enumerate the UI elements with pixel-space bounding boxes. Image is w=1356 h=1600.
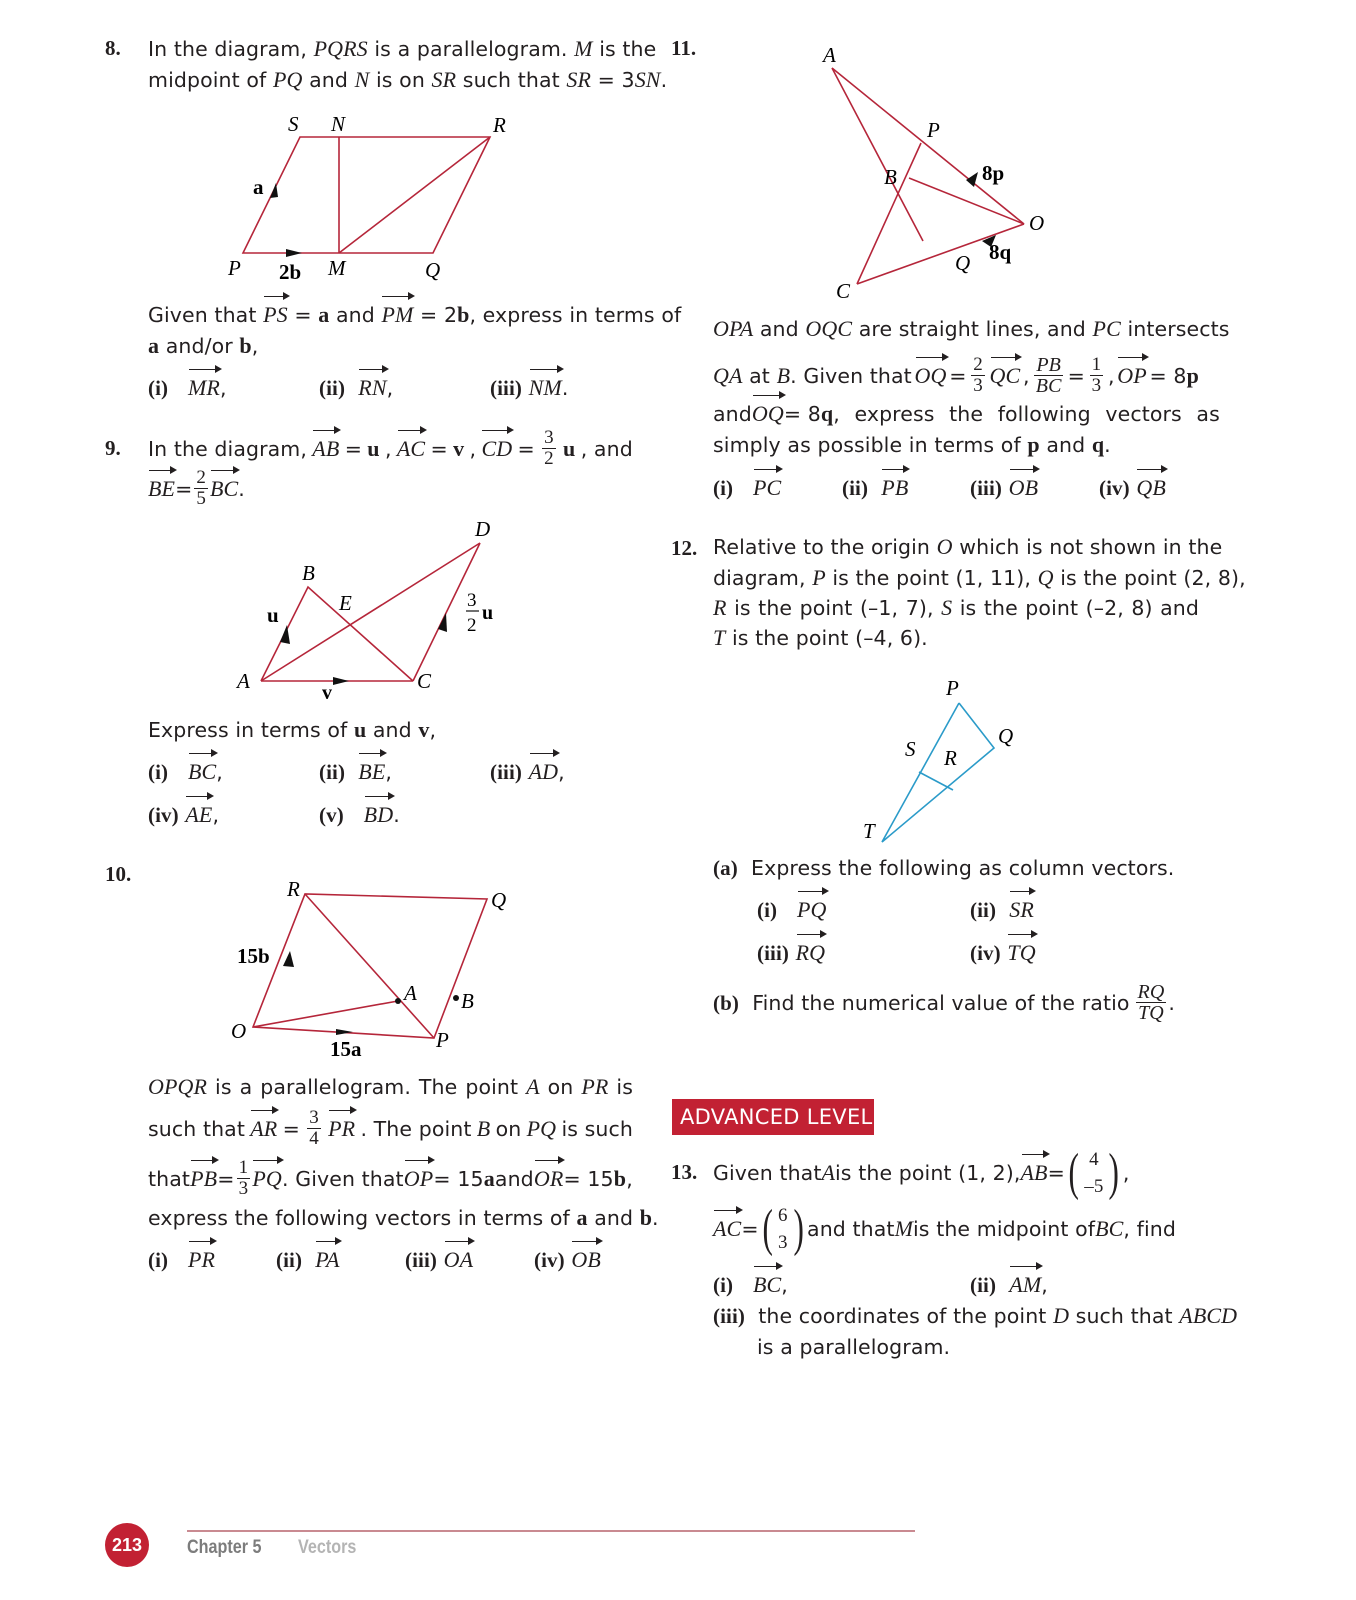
question-number: 13. bbox=[671, 1160, 698, 1184]
sub-question: (iii) the coordinates of the point D such that ABCD bbox=[713, 1303, 1238, 1328]
question-number: 10. bbox=[105, 862, 132, 886]
footer-divider bbox=[187, 1530, 915, 1532]
svg-text:Q: Q bbox=[491, 888, 507, 912]
svg-text:N: N bbox=[331, 112, 346, 136]
svg-text:D: D bbox=[475, 517, 491, 541]
question-given: Given that PS = a and PM = 2b, express in terms of bbox=[148, 300, 681, 330]
question-number: 11. bbox=[671, 36, 697, 60]
sub-question: (ii) BE, bbox=[319, 757, 392, 787]
question-text: Relative to the origin O which is not shown in the bbox=[713, 534, 1223, 559]
question-instruction: simply as possible in terms of p and q. bbox=[713, 432, 1111, 457]
arrow-icon bbox=[286, 249, 302, 257]
point-b-marker bbox=[453, 995, 459, 1001]
question-text: midpoint of PQ and N is on SR such that SR = 3SN. bbox=[148, 67, 668, 92]
chapter-label: Chapter 5 bbox=[187, 1537, 262, 1558]
sub-question: (ii) SR bbox=[970, 895, 1034, 925]
question-text: In the diagram, PQRS is a parallelogram. M is the bbox=[148, 36, 657, 61]
svg-text:15b: 15b bbox=[237, 944, 270, 968]
sub-question: (iii) NM. bbox=[490, 373, 568, 403]
question-number: 9. bbox=[105, 436, 121, 460]
svg-text:O: O bbox=[231, 1019, 247, 1043]
svg-text:P: P bbox=[436, 1028, 449, 1052]
sub-question: (iv) TQ bbox=[970, 938, 1036, 968]
question-text: OPA and OQC are straight lines, and PC intersects bbox=[713, 316, 1230, 341]
svg-text:Q: Q bbox=[998, 724, 1014, 748]
svg-text:a: a bbox=[253, 175, 264, 199]
sub-question: (iii) RQ bbox=[757, 938, 825, 968]
question-text: AC = ( 6 3 ) and that M is the midpoint of BC , find bbox=[713, 1200, 1176, 1257]
svg-text:R: R bbox=[944, 746, 957, 770]
svg-text:B: B bbox=[302, 561, 315, 585]
sub-question: (iii) AD, bbox=[490, 757, 565, 787]
svg-text:8q: 8q bbox=[989, 240, 1012, 264]
sub-question: (ii) AM, bbox=[970, 1270, 1048, 1300]
sub-question: (i) BC, bbox=[148, 757, 223, 787]
question-text: In the diagram, AB = u , AC = v , CD = $\frac{3}{2}$ u , and bbox=[148, 427, 633, 469]
advanced-level-badge: ADVANCED LEVEL bbox=[672, 1099, 874, 1135]
arrow-icon bbox=[438, 613, 447, 632]
question-text: such that AR = $\frac{3}{4}$ PR . The point B on PQ is such bbox=[148, 1107, 633, 1149]
svg-text:R: R bbox=[287, 877, 300, 901]
column-vector: ( 4 –5 ) bbox=[1068, 1144, 1120, 1201]
svg-text:A: A bbox=[237, 669, 250, 693]
sub-question: (v) BD. bbox=[319, 800, 400, 830]
question-number: 12. bbox=[671, 536, 698, 560]
svg-text:v: v bbox=[322, 682, 332, 702]
svg-text:P: P bbox=[946, 676, 959, 700]
parallelogram-pqrs-diagram bbox=[220, 105, 530, 285]
question-text: OPQR is a parallelogram. The point A on PR is bbox=[148, 1074, 633, 1099]
sub-question: (iv) AE, bbox=[148, 800, 219, 830]
question-given: a and/or b, bbox=[148, 333, 259, 358]
arrow-icon bbox=[333, 677, 349, 685]
question-text: QA at B. Given that OQ = $\frac{2}{3}$ QC , $\frac{PB}{BC}$ = $\frac{1}{3}$ , OP = 8p bbox=[713, 354, 1199, 397]
sub-question: (iii) OA bbox=[405, 1245, 473, 1275]
question-text: and OQ = 8q , express the following vectors as bbox=[713, 399, 1199, 429]
svg-text:B: B bbox=[884, 165, 897, 189]
arrow-icon bbox=[283, 951, 294, 967]
arrow-icon bbox=[280, 625, 290, 644]
sub-question: (iv) QB bbox=[1099, 473, 1166, 503]
question-text: Given that A is the point (1, 2), AB = ( 4 –5 ) , bbox=[713, 1144, 1130, 1201]
question-number: 8. bbox=[105, 36, 121, 60]
triangle-abcd-diagram bbox=[225, 512, 525, 702]
svg-text:O: O bbox=[1029, 211, 1045, 235]
question-text: diagram, P is the point (1, 11), Q is the point (2, 8), bbox=[713, 565, 1246, 590]
question-text: R is the point (–1, 7), S is the point (–2, 8) and bbox=[713, 595, 1199, 620]
svg-text:u: u bbox=[482, 602, 494, 624]
svg-text:15a: 15a bbox=[330, 1037, 362, 1061]
part-b: (b) Find the numerical value of the ratio $\frac{RQ}{TQ}$ . bbox=[713, 981, 1176, 1024]
parallelogram-opqr-diagram bbox=[225, 875, 525, 1065]
svg-text:S: S bbox=[905, 737, 916, 761]
triangle-pqt-diagram bbox=[855, 670, 1035, 845]
svg-text:2: 2 bbox=[467, 615, 477, 636]
svg-text:C: C bbox=[417, 669, 432, 693]
svg-text:S: S bbox=[288, 112, 299, 136]
sub-question: (i) PC bbox=[713, 473, 781, 503]
question-text: BE = $\frac{2}{5}$ BC . bbox=[148, 467, 245, 509]
sub-question: (ii) PB bbox=[842, 473, 908, 503]
sub-question: (iii) OB bbox=[970, 473, 1038, 503]
svg-text:Q: Q bbox=[955, 251, 971, 275]
triangle-opa-oqc-diagram bbox=[815, 38, 1065, 308]
sub-question: (i) BC, bbox=[713, 1270, 788, 1300]
question-instruction: Express in terms of u and v, bbox=[148, 717, 437, 742]
sub-question: (i) MR, bbox=[148, 373, 227, 403]
question-text: T is the point (–4, 6). bbox=[713, 625, 928, 650]
question-instruction: express the following vectors in terms of a and b. bbox=[148, 1205, 659, 1230]
sub-question: (ii) PA bbox=[276, 1245, 340, 1275]
chapter-title: Vectors bbox=[298, 1537, 357, 1558]
svg-text:8p: 8p bbox=[982, 161, 1005, 185]
svg-text:A: A bbox=[823, 43, 836, 67]
svg-text:M: M bbox=[328, 256, 346, 280]
point-a-marker bbox=[395, 998, 401, 1004]
svg-text:A: A bbox=[404, 981, 417, 1005]
svg-text:Q: Q bbox=[425, 258, 441, 282]
part-a: (a) Express the following as column vectors. bbox=[713, 856, 1175, 880]
svg-text:T: T bbox=[863, 819, 875, 843]
arrow-icon bbox=[336, 1029, 353, 1035]
column-vector: ( 6 3 ) bbox=[762, 1200, 804, 1257]
svg-text:3: 3 bbox=[467, 590, 477, 611]
question-text: that PB = $\frac{1}{3}$ PQ . Given that OP = 15 a and OR = 15 b , bbox=[148, 1157, 633, 1199]
svg-text:2b: 2b bbox=[279, 260, 302, 284]
svg-text:B: B bbox=[461, 989, 474, 1013]
sub-question: (ii) RN, bbox=[319, 373, 393, 403]
sub-question-continued: is a parallelogram. bbox=[757, 1335, 951, 1359]
svg-text:C: C bbox=[836, 279, 851, 303]
svg-text:E: E bbox=[339, 591, 352, 615]
sub-question: (iv) OB bbox=[534, 1245, 601, 1275]
sub-question: (i) PQ bbox=[757, 895, 827, 925]
svg-text:R: R bbox=[493, 113, 506, 137]
page-number-badge: 213 bbox=[105, 1523, 149, 1567]
svg-text:P: P bbox=[228, 256, 241, 280]
svg-text:u: u bbox=[267, 603, 279, 627]
svg-text:P: P bbox=[927, 118, 940, 142]
sub-question: (i) PR bbox=[148, 1245, 215, 1275]
